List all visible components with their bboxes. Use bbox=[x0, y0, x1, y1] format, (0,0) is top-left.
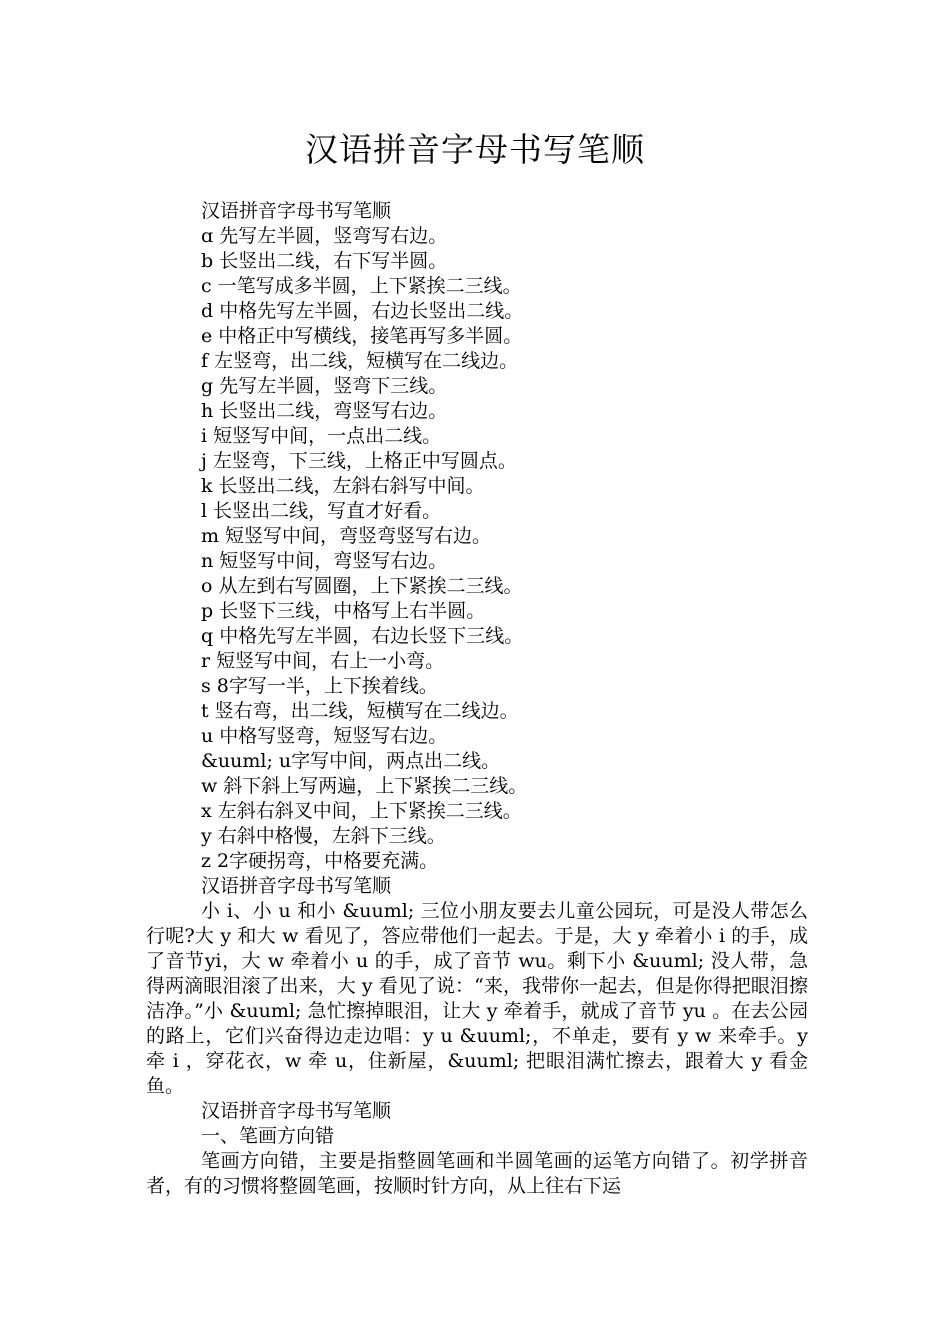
section-heading: 汉语拼音字母书写笔顺 bbox=[201, 875, 392, 897]
letter-rule: m 短竖写中间，弯竖弯竖写右边。 bbox=[201, 525, 492, 547]
letter-rule: k 长竖出二线，左斜右斜写中间。 bbox=[201, 475, 485, 497]
letter-rule: ɑ 先写左半圆，竖弯写右边。 bbox=[201, 225, 448, 247]
subsection-heading: 一、笔画方向错 bbox=[201, 1125, 335, 1147]
letter-rule: g 先写左半圆，竖弯下三线。 bbox=[201, 375, 448, 397]
letter-rule: h 长竖出二线，弯竖写右边。 bbox=[201, 400, 448, 422]
letter-rule: o 从左到右写圆圈，上下紧挨二三线。 bbox=[201, 575, 523, 597]
letter-rules-list bbox=[146, 224, 808, 874]
story-paragraph: 小 i、小 u 和小 &uuml; 三位小朋友要去儿童公园玩，可是没人带怎么行呢?大 y 和大 w 看见了，答应带他们一起去。于是，大 y 牵着小 i 的手，成了音节yi，大 w 牵着小 u 的手，成了音节 wu。剩下小 &uuml; 没人带，急得两滴眼泪滚了出来，大 y 看见了说：“来，我带你一起去，但是你得把眼泪擦洁净。”小 &uuml; 急忙擦掉眼泪，让大 y 牵着手，就成了音节 yu 。在去公园的路上，它们兴奋得边走边唱：y u &uuml;，不单走，要有 y w 来牵手。y 牵 i ，穿花衣，w 牵 u，住新屋，&uuml; 把眼泪满忙擦去，跟着大 y 看金鱼。 bbox=[146, 900, 808, 1097]
document-title: 汉语拼音字母书写笔顺 bbox=[305, 130, 645, 169]
letter-rule: b 长竖出二线，右下写半圆。 bbox=[201, 250, 448, 272]
letter-rule: u 中格写竖弯，短竖写右边。 bbox=[201, 725, 448, 747]
letter-rule: &uuml; u字写中间，两点出二线。 bbox=[201, 750, 501, 772]
section-heading: 汉语拼音字母书写笔顺 bbox=[201, 200, 392, 222]
letter-rule: x 左斜右斜叉中间，上下紧挨二三线。 bbox=[201, 800, 522, 822]
letter-rule: n 短竖写中间，弯竖写右边。 bbox=[201, 550, 448, 572]
letter-rule: c 一笔写成多半圆，上下紧挨二三线。 bbox=[201, 275, 522, 297]
letter-rule: f 左竖弯，出二线，短横写在二线边。 bbox=[201, 350, 519, 372]
letter-rule: s 8字写一半，上下挨着线。 bbox=[201, 675, 438, 697]
body-paragraph: 笔画方向错，主要是指整圆笔画和半圆笔画的运笔方向错了。初学拼音者，有的习惯将整圆笔画，按顺时针方向，从上往右下运 bbox=[146, 1150, 808, 1197]
section-heading: 汉语拼音字母书写笔顺 bbox=[201, 1100, 392, 1122]
letter-rule: q 中格先写左半圆，右边长竖下三线。 bbox=[201, 625, 524, 647]
document-body bbox=[146, 199, 808, 1199]
letter-rule: w 斜下斜上写两遍，上下紧挨二三线。 bbox=[201, 775, 528, 797]
letter-rule: y 右斜中格慢，左斜下三线。 bbox=[201, 825, 446, 847]
letter-rule: r 短竖写中间，右上一小弯。 bbox=[201, 650, 445, 672]
letter-rule: t 竖右弯，出二线，短横写在二线边。 bbox=[201, 700, 519, 722]
letter-rule: l 长竖出二线，写直才好看。 bbox=[201, 500, 442, 522]
letter-rule: e 中格正中写横线，接笔再写多半圆。 bbox=[201, 325, 523, 347]
letter-rule: z 2字硬拐弯，中格要充满。 bbox=[201, 850, 439, 872]
letter-rule: p 长竖下三线，中格写上右半圆。 bbox=[201, 600, 486, 622]
letter-rule: i 短竖写中间，一点出二线。 bbox=[201, 425, 442, 447]
letter-rule: j 左竖弯，下三线，上格正中写圆点。 bbox=[201, 450, 517, 472]
letter-rule: d 中格先写左半圆，右边长竖出二线。 bbox=[201, 300, 524, 322]
